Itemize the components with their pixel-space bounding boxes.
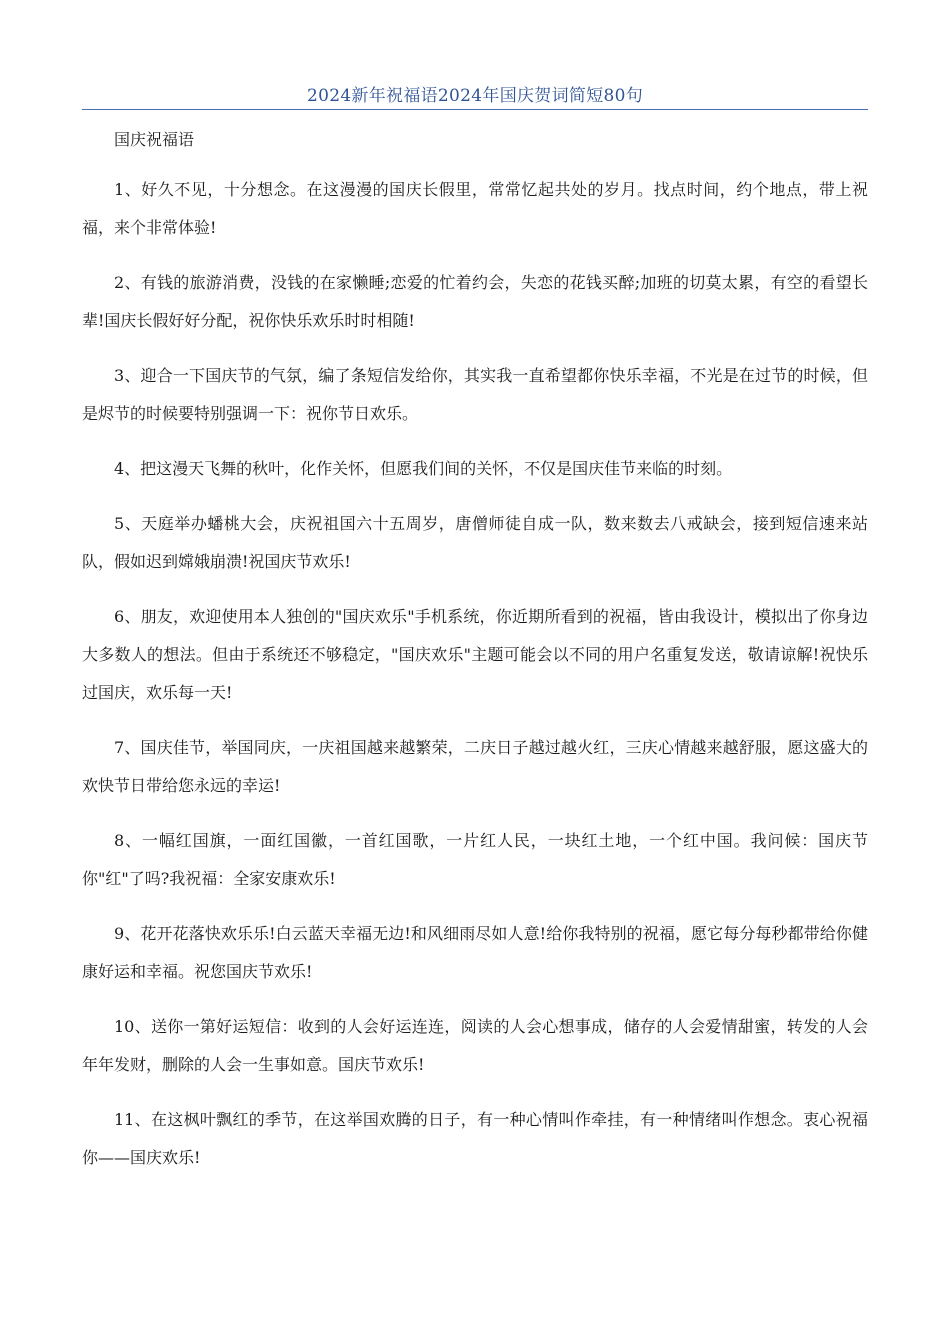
blessing-item-2: 2、有钱的旅游消费，没钱的在家懒睡;恋爱的忙着约会，失恋的花钱买醉;加班的切莫太累，有空的看望长辈!国庆长假好好分配，祝你快乐欢乐时时相随! (82, 273, 868, 330)
blessing-item-11: 11、在这枫叶飘红的季节，在这举国欢腾的日子，有一种心情叫作牵挂，有一种情绪叫作想念。衷心祝福你——国庆欢乐! (82, 1110, 868, 1167)
page-title: 2024新年祝福语2024年国庆贺词简短80句 (306, 86, 644, 106)
blessing-item-3: 3、迎合一下国庆节的气氛，编了条短信发给你，其实我一直希望都你快乐幸福，不光是在过节的时候，但是烬节的时候要特别强调一下：祝你节日欢乐。 (82, 366, 868, 423)
blessing-item-7: 7、国庆佳节，举国同庆，一庆祖国越来越繁荣，二庆日子越过越火红，三庆心情越来越舒服，愿这盛大的欢快节日带给您永远的幸运! (82, 738, 868, 795)
blessing-item-10: 10、送你一第好运短信：收到的人会好运连连，阅读的人会心想事成，储存的人会爱情甜蜜，转发的人会年年发财，删除的人会一生事如意。国庆节欢乐! (82, 1017, 868, 1074)
blessing-item-6: 6、朋友，欢迎使用本人独创的"国庆欢乐"手机系统，你近期所看到的祝福，皆由我设计，模拟出了你身边大多数人的想法。但由于系统还不够稳定，"国庆欢乐"主题可能会以不同的用户名重复发送，敬请谅解!祝快乐过国庆，欢乐每一天! (82, 607, 868, 702)
blessing-item-5: 5、天庭举办蟠桃大会，庆祝祖国六十五周岁，唐僧师徒自成一队，数来数去八戒缺会，接到短信速来站队，假如迟到嫦娥崩溃!祝国庆节欢乐! (82, 514, 868, 571)
document-body (82, 126, 868, 1194)
blessing-item-4: 4、把这漫天飞舞的秋叶，化作关怀，但愿我们间的关怀，不仅是国庆佳节来临的时刻。 (114, 459, 733, 478)
blessing-item-1: 1、好久不见，十分想念。在这漫漫的国庆长假里，常常忆起共处的岁月。找点时间，约个地点，带上祝福，来个非常体验! (82, 180, 868, 237)
header-divider (82, 109, 868, 110)
section-heading: 国庆祝福语 (114, 130, 195, 149)
blessing-item-8: 8、一幅红国旗，一面红国徽，一首红国歌，一片红人民，一块红土地，一个红中国。我问候：国庆节你"红"了吗?我祝福：全家安康欢乐! (82, 831, 868, 888)
blessing-item-9: 9、花开花落快欢乐乐!白云蓝天幸福无边!和风细雨尽如人意!给你我特别的祝福，愿它每分每秒都带给你健康好运和幸福。祝您国庆节欢乐! (82, 924, 868, 981)
